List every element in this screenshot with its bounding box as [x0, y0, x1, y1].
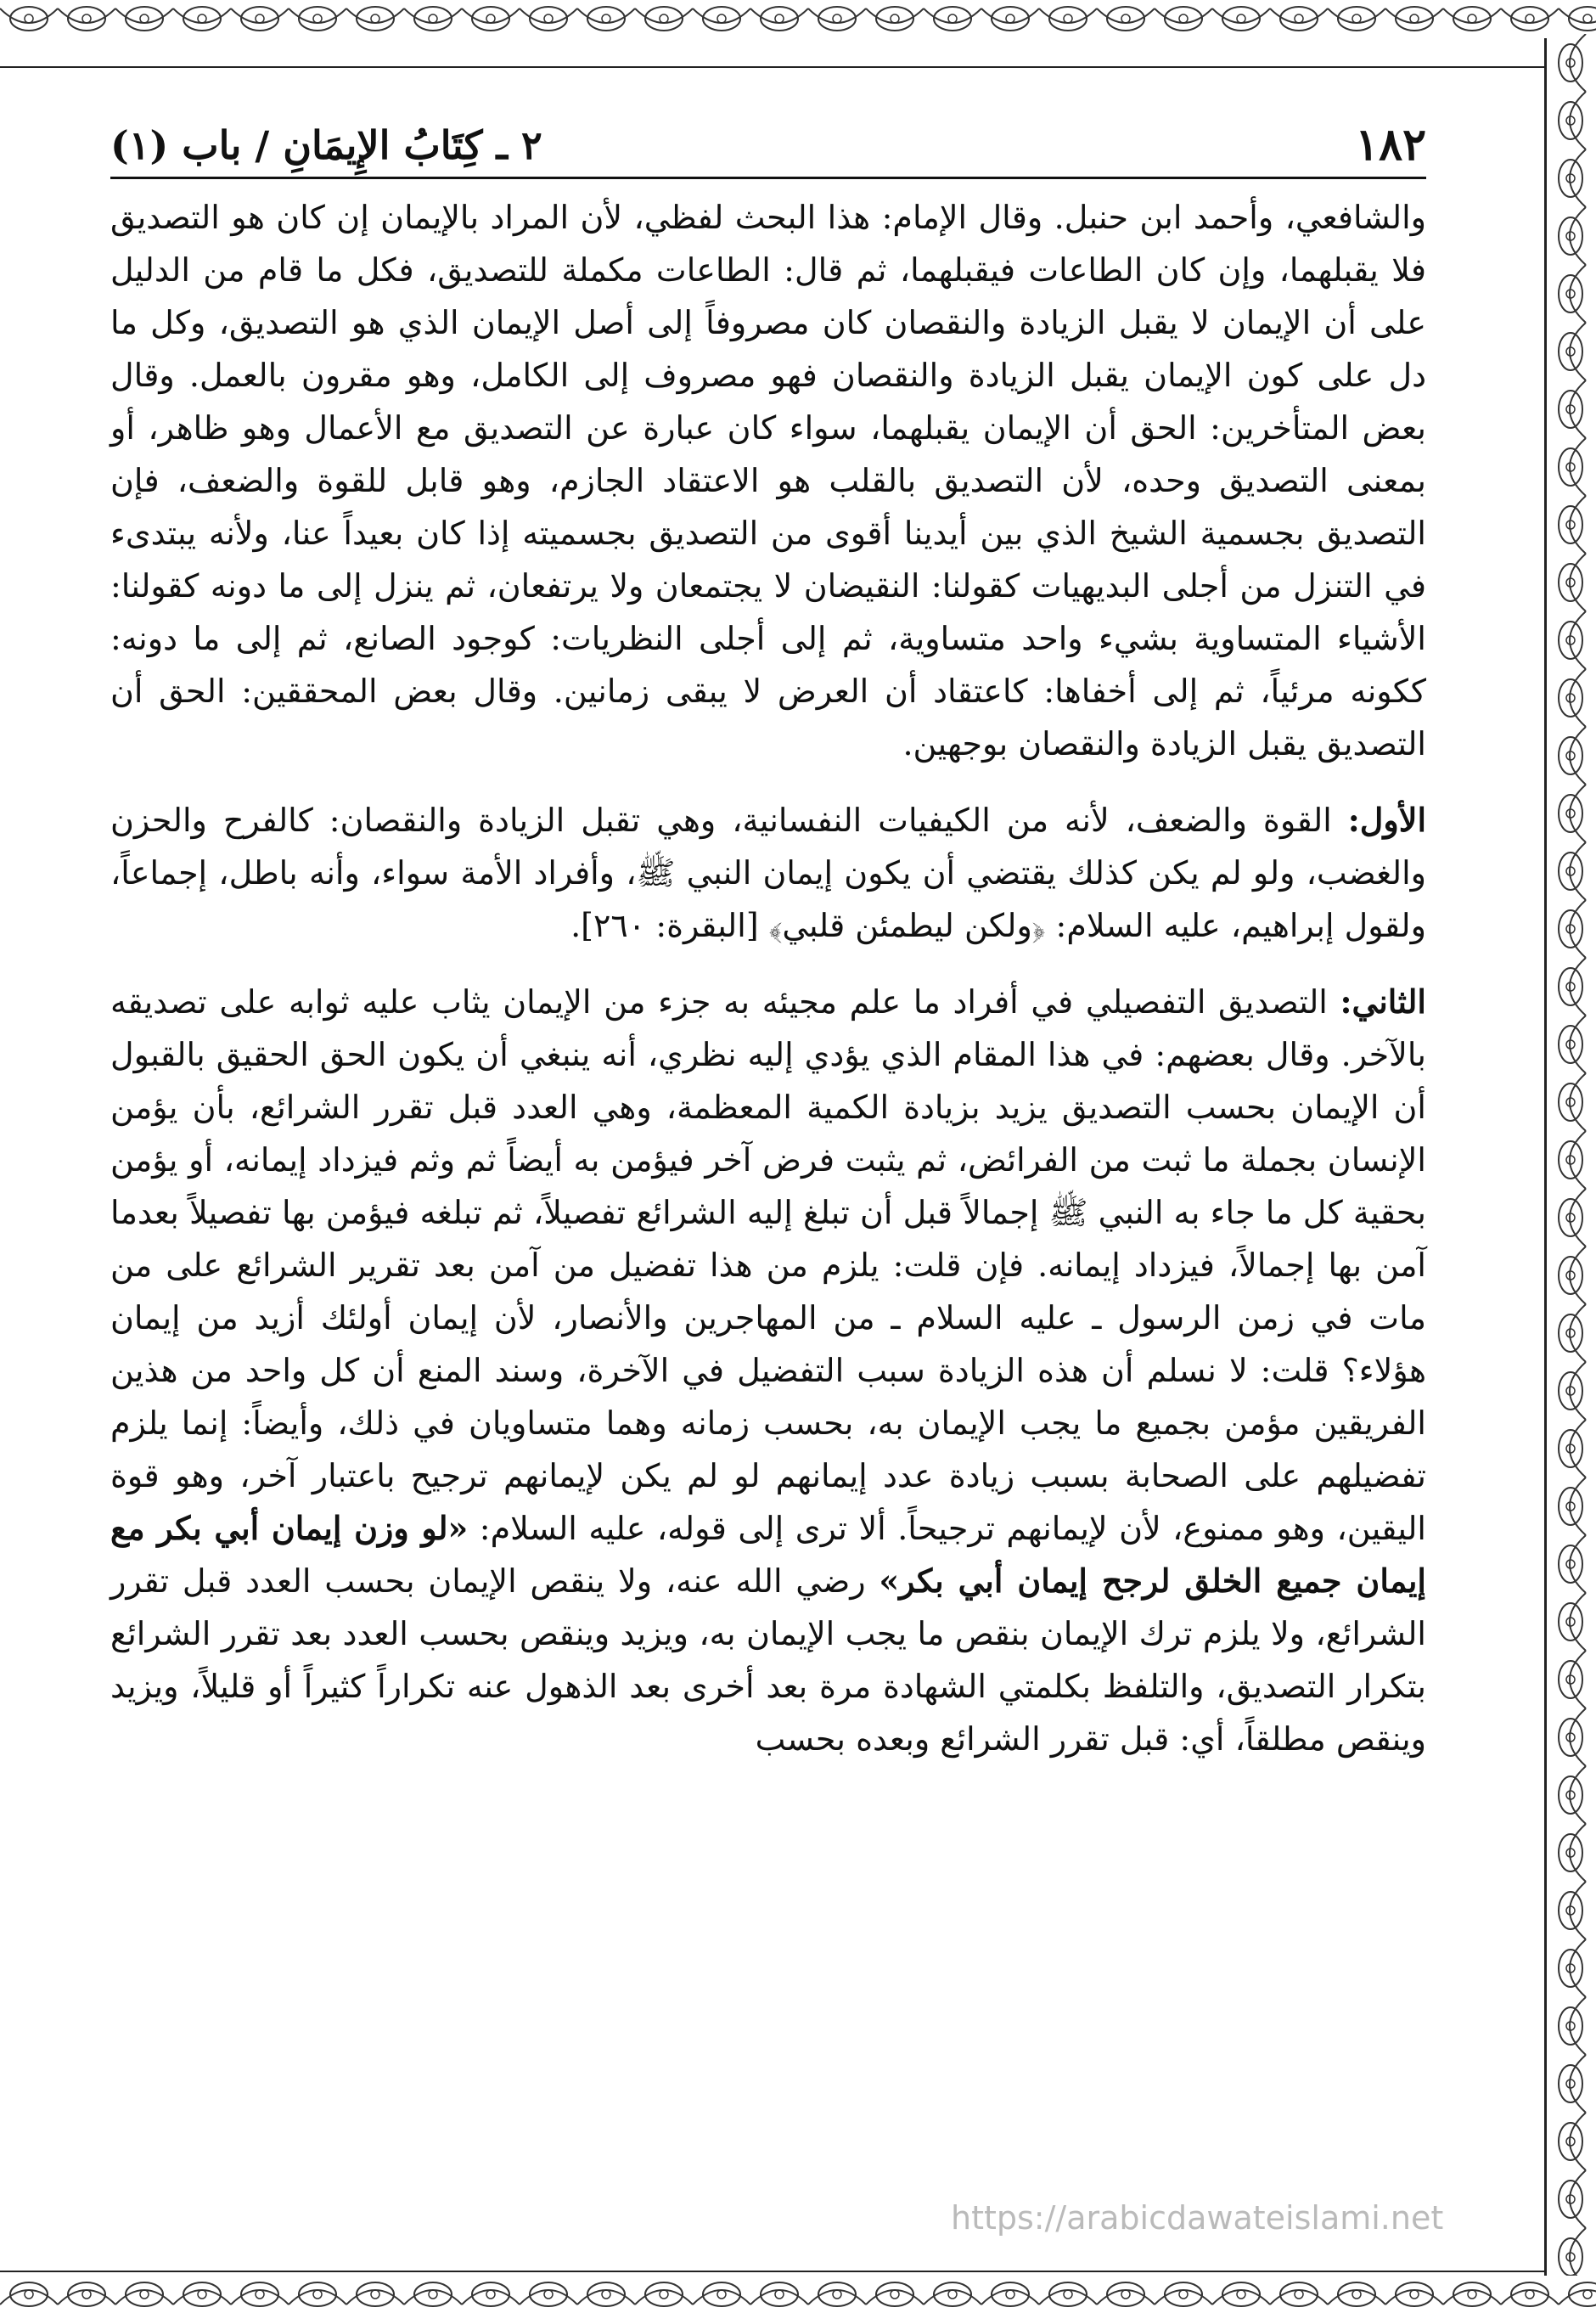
paragraph-2: [110, 794, 1426, 952]
frame-line-bottom: [0, 2271, 1547, 2272]
paragraph-1-text: والشافعي، وأحمد ابن حنبل. وقال الإمام: هذا البحث لفظي، لأن المراد بالإيمان إن كان هو التصديق فلا يقبلهما، وإن كان الطاعات فيقبلهما، ثم قال: الطاعات مكملة للتصديق، فكل ما قام من الدليل على أن الإيمان لا يقبل الزيادة والنقصان كان مصروفاً إلى أصل الإيمان الذي هو التصديق، وكل ما دل على كون الإيمان يقبل الزيادة والنقصان فهو مصروف إلى الكامل، وهو مقرون بالعمل. وقال بعض المتأخرين: الحق أن الإيمان يقبلهما، سواء كان عبارة عن التصديق مع الأعمال وهو ظاهر، أو بمعنى التصديق وحده، لأن التصديق بالقلب هو الاعتقاد الجازم، وهو قابل للقوة والضعف، فإن التصديق بجسمية الشيخ الذي بين أيدينا أقوى من التصديق بجسميته إذا كان بعيداً عنا، ولأنه يبتدىء في التنزل من أجلى البديهيات كقولنا: النقيضان لا يجتمعان ولا يرتفعان، ثم ينزل إلى ما دونه كقولنا: الأشياء المتساوية بشيء واحد متساوية، ثم إلى أجلى النظريات: كوجود الصانع، ثم إلى ما دونه: ككونه مرئياً، ثم إلى أخفاها: كاعتقاد أن العرض لا يبقى زمانين. وقال بعض المحققين: الحق أن التصديق يقبل الزيادة والنقصان بوجهين.: [110, 199, 1427, 763]
frame-line-right: [1544, 38, 1547, 2276]
ornament-pattern-bottom-icon: [0, 2262, 1596, 2313]
paragraph-3-lead: الثاني:: [1340, 982, 1426, 1021]
paragraph-3-text: التصديق التفصيلي في أفراد ما علم مجيئه به جزء من الإيمان يثاب عليه ثوابه على تصديقه بالآخر. وقال بعضهم: في هذا المقام الذي يؤدي إليه نظري، أنه ينبغي أن يكون الحق الحقيق بالقبول أن الإيمان بحسب التصديق يزيد بزيادة الكمية المعظمة، وهي العدد قبل تقرر الشرائع، بأن يؤمن الإنسان بجملة ما ثبت من الفرائض، ثم يثبت فرض آخر فيؤمن به أيضاً ثم وثم فيزداد إيمانه، أو يؤمن بحقية كل ما جاء به النبي ﷺ إجمالاً قبل أن تبلغ إليه الشرائع تفصيلاً، ثم تبلغه فيؤمن بها تفصيلاً بعدما آمن بها إجمالاً، فيزداد إيمانه. فإن قلت: يلزم من هذا تفضيل من آمن بعد تقرير الشرائع على من مات في زمن الرسول ـ عليه السلام ـ من المهاجرين والأنصار، لأن إيمان أولئك أزيد من إيمان هؤلاء؟ قلت: لا نسلم أن هذه الزيادة سبب التفضيل في الآخرة، وسند المنع أن كل واحد من هذين الفريقين مؤمن بجميع ما يجب الإيمان به، بحسب زمانه وهما متساويان في ذلك، وأيضاً: إنما يلزم تفضيلهم على الصحابة بسبب زيادة عدد إيمانهم لو لم يكن لإيمانهم ترجيح باعتبار آخر، وهو قوة اليقين، وهو ممنوع، لأن لإيمانهم ترجيحاً. ألا ترى إلى قوله، عليه السلام:: [110, 983, 1426, 1547]
page-number: ١٨٢: [1355, 119, 1426, 171]
paragraph-2-text: القوة والضعف، لأنه من الكيفيات النفسانية، وهي تقبل الزيادة والنقصان: كالفرح والحزن والغضب، ولو لم يكن كذلك يقتضي أن يكون إيمان النبي ﷺ، وأفراد الأمة سواء، وأنه باطل، إجماعاً، ولقول إبراهيم، عليه السلام: ﴿ولكن ليطمئن قلبي﴾ [البقرة: ٢٦٠].: [110, 802, 1426, 944]
ornamental-border-bottom: [0, 2262, 1596, 2313]
hadith-quote: «لو وزن إيمان أبي بكر مع إيمان جميع الخلق لرجح إيمان أبي بكر»: [110, 1509, 1426, 1600]
ornamental-border-top: [0, 0, 1596, 51]
page-body: [110, 191, 1426, 1765]
running-title: ٢ ـ كِتَابُ الإِيمَانِ / باب (١): [110, 122, 542, 168]
paragraph-2-lead: الأول:: [1347, 801, 1426, 839]
paragraph-3: [110, 976, 1426, 1765]
watermark-url: https://arabicdawateislami.net: [951, 2199, 1444, 2237]
frame-line-top: [0, 66, 1547, 68]
page-header: [110, 119, 1426, 178]
paragraph-1: [110, 191, 1426, 770]
ornament-pattern-top-icon: [0, 0, 1596, 51]
paragraph-3-tail: رضي الله عنه، ولا ينقص الإيمان بحسب العدد قبل تقرر الشرائع، ولا يلزم ترك الإيمان بنقص ما يجب الإيمان به، ويزيد وينقص بحسب العدد بعد تقرر الشرائع بتكرار التصديق، والتلفظ بكلمتي الشهادة مرة بعد أخرى بعد الذهول عنه تكراراً كثيراً أو قليلاً، ويزيد وينقص مطلقاً، أي: قبل تقرر الشرائع وبعده بحسب: [110, 1562, 1427, 1758]
header-rule: [110, 177, 1426, 179]
